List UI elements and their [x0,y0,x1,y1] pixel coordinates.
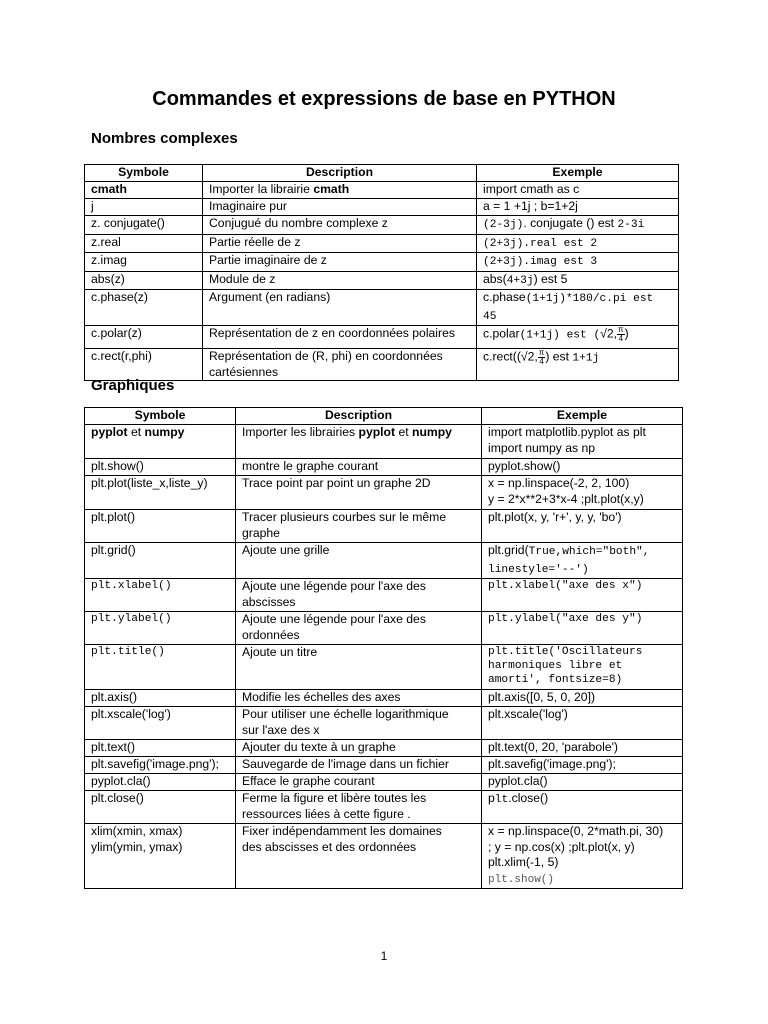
symbol-cell: plt.xscale('log') [85,707,236,740]
example-cell: plt.axis([0, 5, 0, 20]) [482,690,683,707]
description-cell: Imaginaire pur [203,199,477,216]
table-row [85,774,683,791]
table-row [85,182,679,199]
description-cell: Ajoute un titre [236,645,482,690]
description-cell: Représentation de (R, phi) en coordonnées cartésiennes [203,349,477,381]
description-cell: Ferme la figure et libère toutes les ressources liées à cette figure . [236,791,482,824]
example-cell: x = np.linspace(-2, 2, 100) y = 2*x**2+3*x-4 ;plt.plot(x,y) [482,476,683,510]
description-cell: Partie imaginaire de z [203,253,477,272]
description-cell: Partie réelle de z [203,234,477,253]
example-cell: plt.text(0, 20, 'parabole') [482,740,683,757]
symbol-cell: cmath [85,182,203,199]
header-symbole: Symbole [85,165,203,182]
symbol-cell: plt.xlabel() [85,579,236,612]
symbol-cell: c.polar(z) [85,326,203,349]
symbol-cell: abs(z) [85,271,203,290]
table-row [85,199,679,216]
example-cell: plt.savefig('image.png'); [482,757,683,774]
header-exemple: Exemple [477,165,679,182]
example-cell: plt.ylabel("axe des y") [482,612,683,645]
pi-over-4-fraction: $\frac{\pi}{4}$ [538,348,545,366]
table-row [85,690,683,707]
description-cell: Argument (en radians) [203,290,477,326]
header-description: Description [203,165,477,182]
table-row [85,326,679,349]
table-row [85,791,683,824]
table-row [85,271,679,290]
table-row [85,740,683,757]
symbol-cell: plt.close() [85,791,236,824]
example-cell: abs(4+3j) est 5 [477,271,679,290]
symbol-cell: plt.savefig('image.png'); [85,757,236,774]
description-cell: Conjugué du nombre complexe z [203,216,477,235]
symbol-cell: z. conjugate() [85,216,203,235]
description-cell: Ajouter du texte à un graphe [236,740,482,757]
table-row [85,234,679,253]
description-cell: Tracer plusieurs courbes sur le même graphe [236,510,482,543]
description-cell: Efface le graphe courant [236,774,482,791]
description-cell: Représentation de z en coordonnées polaires [203,326,477,349]
example-cell: pyplot.show() [482,459,683,476]
description-cell: Trace point par point un graphe 2D [236,476,482,510]
table-row [85,459,683,476]
example-cell: plt.xlabel("axe des x") [482,579,683,612]
symbol-cell: plt.show() [85,459,236,476]
symbol-cell: plt.ylabel() [85,612,236,645]
complex-numbers-table [84,164,679,381]
symbol-cell: z.real [85,234,203,253]
example-cell: import cmath as c [477,182,679,199]
symbol-cell: plt.axis() [85,690,236,707]
graphics-table [84,407,683,889]
table-row [85,543,683,579]
description-cell: Ajoute une légende pour l'axe des ordonnées [236,612,482,645]
table-header-row [85,408,683,425]
symbol-cell: pyplot et numpy [85,425,236,459]
description-cell: Ajoute une légende pour l'axe des abscisses [236,579,482,612]
section-heading-graphiques: Graphiques [91,377,175,394]
page-title: Commandes et expressions de base en PYTHON [152,88,616,110]
description-cell: Importer la librairie cmath [203,182,477,199]
table-row [85,510,683,543]
table-row [85,579,683,612]
description-cell: Fixer indépendamment les domaines des abscisses et des ordonnées [236,824,482,889]
description-cell: Pour utiliser une échelle logarithmique sur l'axe des x [236,707,482,740]
example-cell: plt.title('Oscillateurs harmoniques libre et amorti', fontsize=8) [482,645,683,690]
table-row [85,645,683,690]
table-row [85,290,679,326]
table-row [85,824,683,889]
example-cell: plt.plot(x, y, 'r+', y, y, 'bo') [482,510,683,543]
example-cell: plt.close() [482,791,683,824]
symbol-cell: plt.plot(liste_x,liste_y) [85,476,236,510]
symbol-cell: pyplot.cla() [85,774,236,791]
symbol-cell: plt.title() [85,645,236,690]
description-cell: Importer les librairies pyplot et numpy [236,425,482,459]
description-cell: montre le graphe courant [236,459,482,476]
example-cell: plt.xscale('log') [482,707,683,740]
table-row [85,349,679,381]
table-row [85,253,679,272]
symbol-cell: plt.grid() [85,543,236,579]
table-row [85,612,683,645]
example-cell: c.polar(1+1j) est (√2, $\frac{\pi}{4}$ ) [477,326,679,349]
example-cell: c.phase(1+1j)*180/c.pi est 45 [477,290,679,326]
symbol-cell: plt.plot() [85,510,236,543]
table-row [85,425,683,459]
header-description: Description [236,408,482,425]
description-cell: Module de z [203,271,477,290]
example-cell: (2+3j).real est 2 [477,234,679,253]
example-cell: pyplot.cla() [482,774,683,791]
example-cell: import matplotlib.pyplot as plt import numpy as np [482,425,683,459]
example-cell: x = np.linspace(0, 2*math.pi, 30) ; y = np.cos(x) ;plt.plot(x, y) plt.xlim(-1, 5) plt.show() [482,824,683,889]
example-cell: plt.grid(True,which="both", linestyle='--') [482,543,683,579]
description-cell: Ajoute une grille [236,543,482,579]
header-symbole: Symbole [85,408,236,425]
symbol-cell: xlim(xmin, xmax) ylim(ymin, ymax) [85,824,236,889]
example-cell: (2+3j).imag est 3 [477,253,679,272]
example-cell: (2-3j). conjugate () est 2-3i [477,216,679,235]
header-exemple: Exemple [482,408,683,425]
table-row [85,707,683,740]
table-header-row [85,165,679,182]
example-cell: c.rect((√2, $\frac{\pi}{4}$ ) est 1+1j [477,349,679,381]
description-cell: Sauvegarde de l'image dans un fichier [236,757,482,774]
table-row [85,216,679,235]
table-row [85,757,683,774]
section-heading-complex: Nombres complexes [91,130,238,147]
description-cell: Modifie les échelles des axes [236,690,482,707]
symbol-cell: z.imag [85,253,203,272]
page-number: 1 [380,949,388,963]
pi-over-4-fraction: $\frac{\pi}{4}$ [618,325,624,343]
table-row [85,476,683,510]
symbol-cell: j [85,199,203,216]
example-cell: a = 1 +1j ; b=1+2j [477,199,679,216]
symbol-cell: plt.text() [85,740,236,757]
symbol-cell: c.phase(z) [85,290,203,326]
symbol-cell: c.rect(r,phi) [85,349,203,381]
